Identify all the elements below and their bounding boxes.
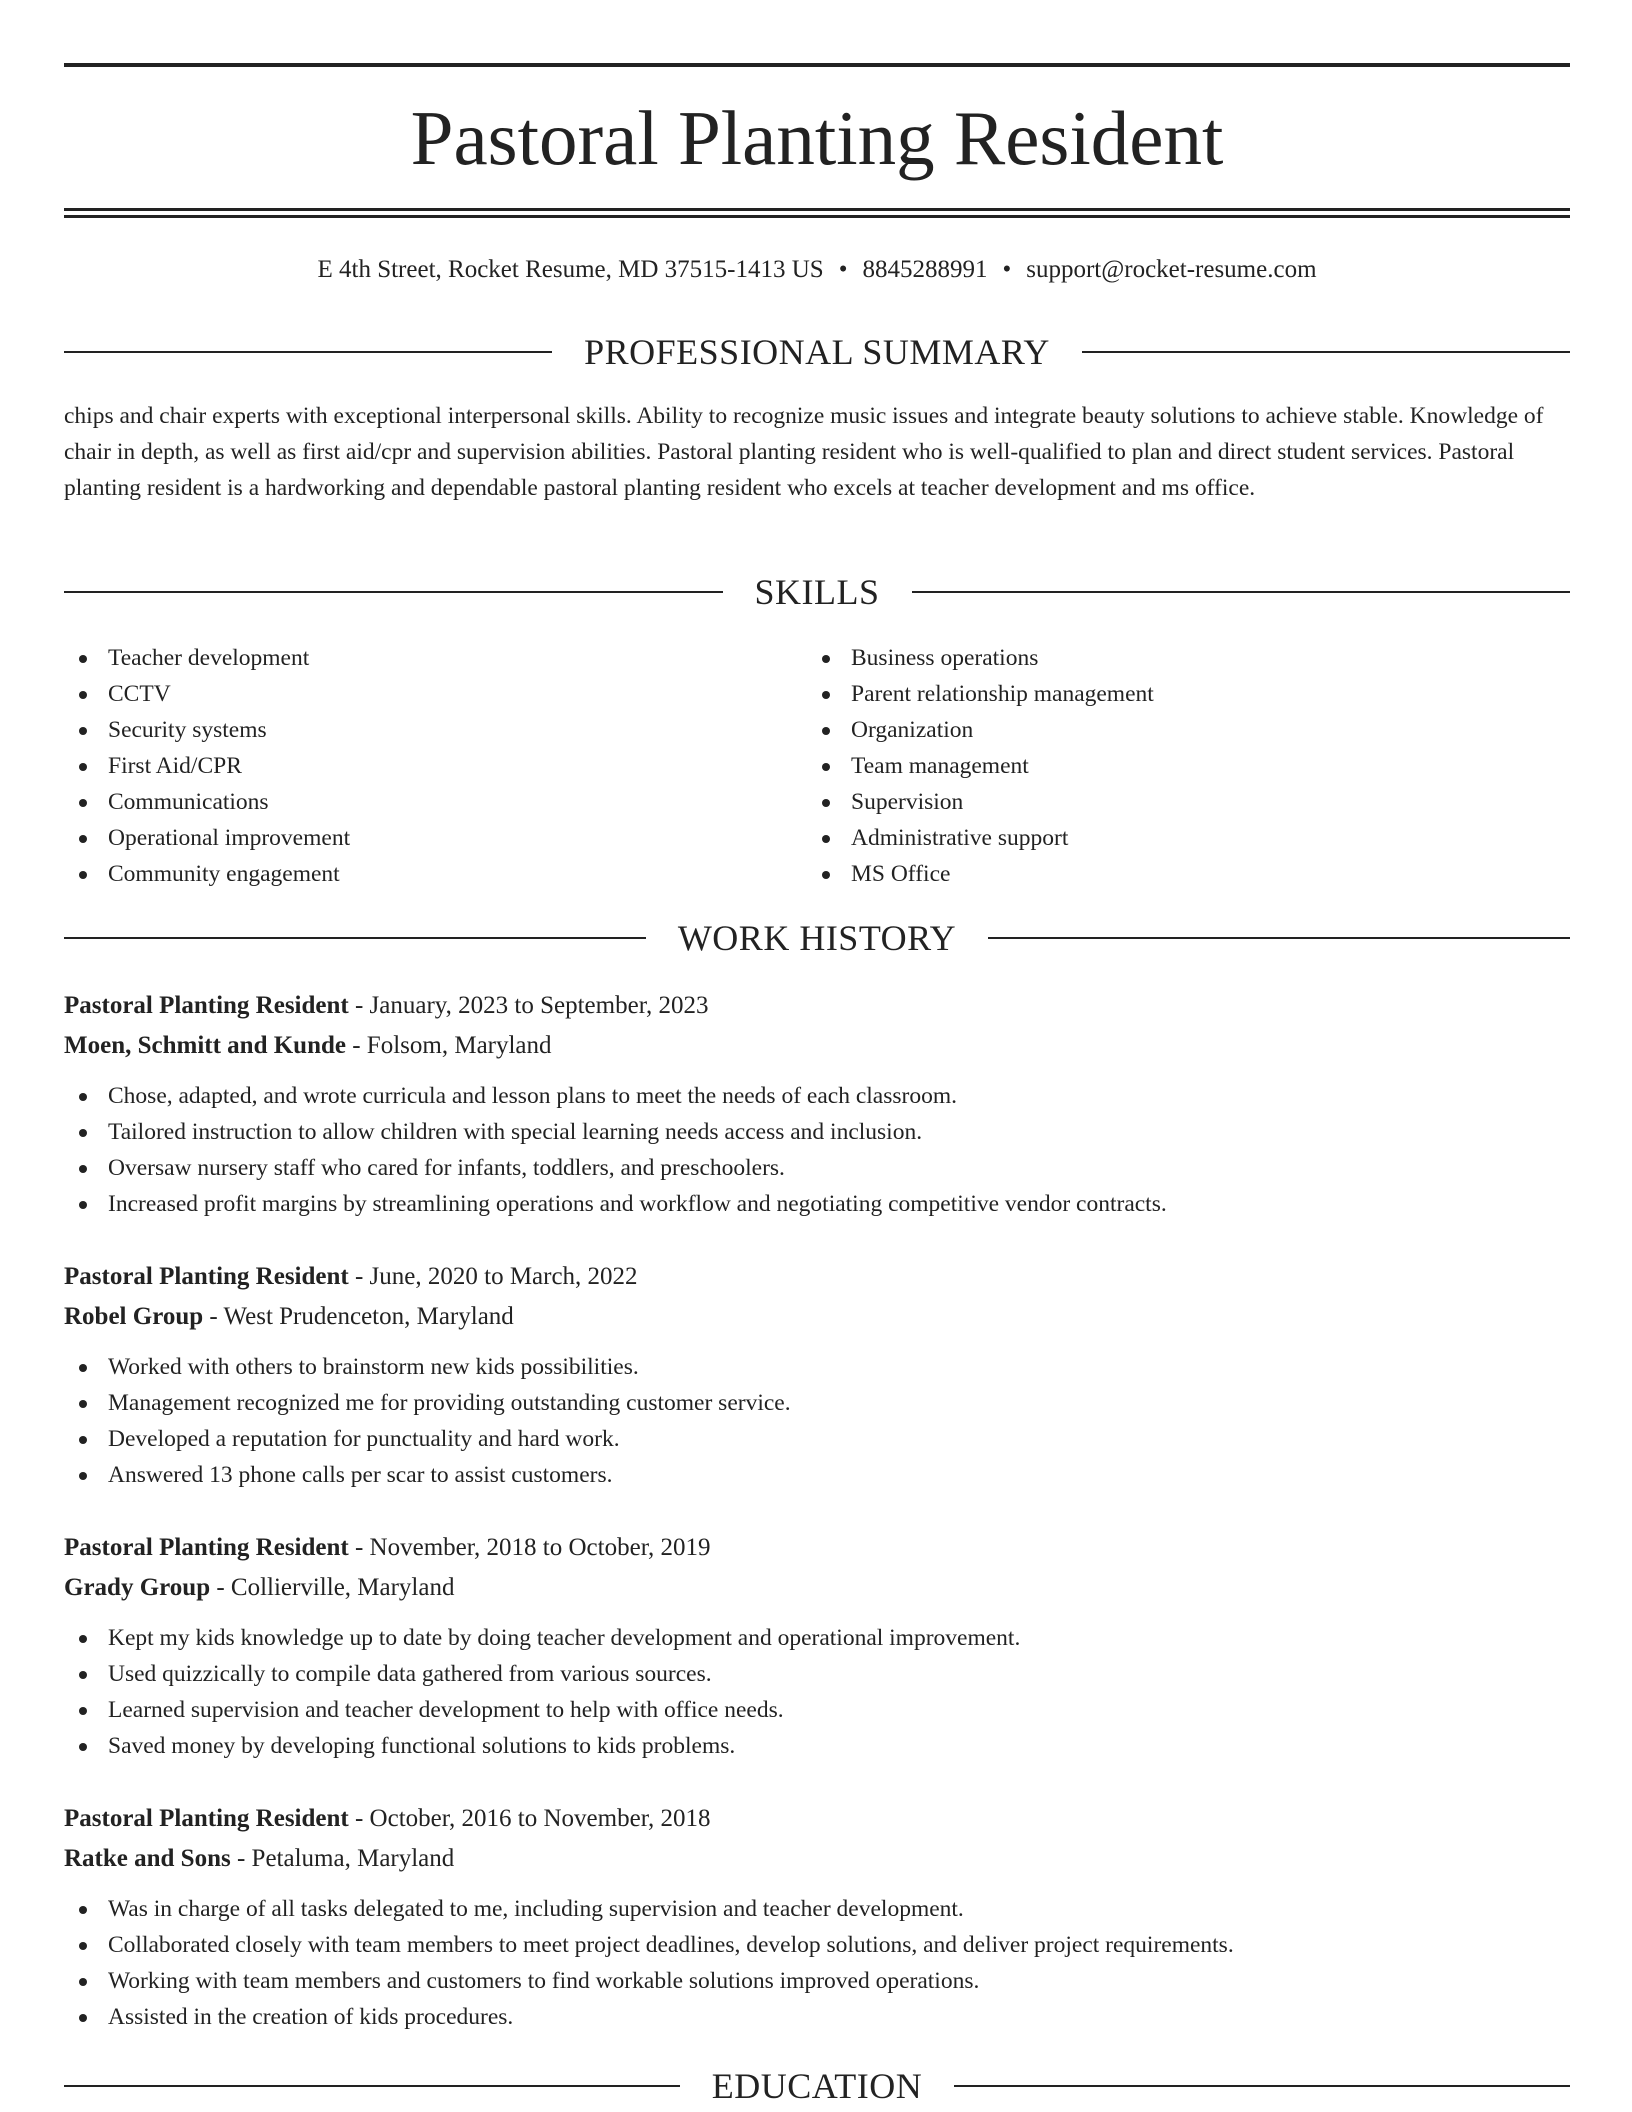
section-heading-skills — [64, 570, 1570, 614]
job-bullet: Was in charge of all tasks delegated to me, including supervision and teacher development. — [64, 1891, 1570, 1927]
job-company-line — [64, 1026, 1570, 1066]
job-title: Pastoral Planting Resident — [64, 1534, 349, 1561]
job-dates: - January, 2023 to September, 2023 — [348, 992, 709, 1019]
job-company-line — [64, 1297, 1570, 1337]
heading-rule — [64, 351, 552, 353]
resume-page — [64, 0, 1570, 2112]
job-bullet: Developed a reputation for punctuality and hard work. — [64, 1421, 1570, 1457]
job-location: - West Prudenceton, Maryland — [203, 1303, 514, 1330]
job-bullet: Chose, adapted, and wrote curricula and lesson plans to meet the needs of each classroom. — [64, 1078, 1570, 1114]
contact-separator: • — [838, 256, 848, 283]
job-bullets — [64, 1620, 1570, 1764]
job-title-line — [64, 986, 1570, 1026]
heading-rule — [1082, 351, 1570, 353]
skill-item: Parent relationship management — [807, 676, 1507, 712]
heading-rule — [64, 591, 723, 593]
job-bullets — [64, 1078, 1570, 1222]
job-bullet: Kept my kids knowledge up to date by doing teacher development and operational improvement. — [64, 1620, 1570, 1656]
job-bullets — [64, 1891, 1570, 2035]
skill-item: Community engagement — [64, 856, 764, 892]
skill-item: Teacher development — [64, 640, 764, 676]
job-location: - Petaluma, Maryland — [230, 1845, 455, 1872]
job-bullet: Collaborated closely with team members to meet project deadlines, develop solutions, and deliver project requirements. — [64, 1927, 1570, 1963]
job-bullet: Increased profit margins by streamlining operations and workflow and negotiating competitive vendor contracts. — [64, 1186, 1570, 1222]
job-entry — [64, 1528, 1570, 1764]
section-heading-education — [64, 2064, 1570, 2108]
job-bullet: Used quizzically to compile data gathered from various sources. — [64, 1656, 1570, 1692]
job-title-line — [64, 1528, 1570, 1568]
section-heading-summary — [64, 330, 1570, 374]
job-bullet: Oversaw nursery staff who cared for infants, toddlers, and preschoolers. — [64, 1150, 1570, 1186]
job-bullet: Saved money by developing functional solutions to kids problems. — [64, 1728, 1570, 1764]
job-entry — [64, 1257, 1570, 1493]
job-company: Grady Group — [64, 1574, 211, 1601]
job-title-line — [64, 1799, 1570, 1839]
job-title: Pastoral Planting Resident — [64, 1263, 349, 1290]
contact-line — [64, 253, 1570, 287]
job-entry — [64, 1799, 1570, 2035]
skill-item: Supervision — [807, 784, 1507, 820]
heading-rule — [954, 2085, 1570, 2087]
resume-name: Pastoral Planting Resident — [410, 95, 1224, 181]
contact-separator: • — [1002, 256, 1012, 283]
contact-email: support@rocket-resume.com — [1026, 256, 1317, 283]
skill-item: Security systems — [64, 712, 764, 748]
job-company: Moen, Schmitt and Kunde — [64, 1032, 346, 1059]
job-bullet: Assisted in the creation of kids procedures. — [64, 1999, 1570, 2035]
section-heading-work-history — [64, 916, 1570, 960]
job-title: Pastoral Planting Resident — [64, 992, 349, 1019]
job-title: Pastoral Planting Resident — [64, 1805, 349, 1832]
skill-item: Team management — [807, 748, 1507, 784]
job-location: - Folsom, Maryland — [345, 1032, 552, 1059]
job-bullets — [64, 1349, 1570, 1493]
job-entry — [64, 986, 1570, 1222]
job-company: Robel Group — [64, 1303, 204, 1330]
skill-item: Operational improvement — [64, 820, 764, 856]
job-bullet: Management recognized me for providing outstanding customer service. — [64, 1385, 1570, 1421]
skill-item: Administrative support — [807, 820, 1507, 856]
heading-rule — [64, 937, 646, 939]
job-bullet: Learned supervision and teacher development to help with office needs. — [64, 1692, 1570, 1728]
job-dates: - June, 2020 to March, 2022 — [348, 1263, 638, 1290]
skill-item: Business operations — [807, 640, 1507, 676]
contact-address: E 4th Street, Rocket Resume, MD 37515-1413 US — [317, 256, 824, 283]
skill-item: CCTV — [64, 676, 764, 712]
section-title: EDUCATION — [711, 2066, 923, 2106]
job-company-line — [64, 1839, 1570, 1879]
header-top-rule — [64, 63, 1570, 67]
heading-rule — [912, 591, 1570, 593]
heading-rule — [988, 937, 1570, 939]
skill-item: Communications — [64, 784, 764, 820]
job-dates: - October, 2016 to November, 2018 — [348, 1805, 711, 1832]
job-location: - Collierville, Maryland — [210, 1574, 455, 1601]
skill-item: First Aid/CPR — [64, 748, 764, 784]
job-company-line — [64, 1568, 1570, 1608]
header-double-rule — [64, 208, 1570, 218]
summary-text: chips and chair experts with exceptional interpersonal skills. Ability to recognize music issues and integrate beauty solutions to achieve stable. Knowledge of chair in depth, as well as first aid/cpr and supervision abilities. Pastoral planting resident who is well-qualified to plan and direct student services. Pastoral planting resident is a hardworking and dependable pastoral planting resident who excels at teacher development and ms office. — [64, 403, 1544, 501]
skills-list-left — [64, 640, 764, 892]
skill-item: MS Office — [807, 856, 1507, 892]
skill-item: Organization — [807, 712, 1507, 748]
job-bullet: Answered 13 phone calls per scar to assist customers. — [64, 1457, 1570, 1493]
heading-rule — [64, 2085, 680, 2087]
section-title: PROFESSIONAL SUMMARY — [584, 332, 1050, 372]
job-company: Ratke and Sons — [64, 1845, 231, 1872]
section-title: WORK HISTORY — [677, 918, 957, 958]
skills-list-right — [807, 640, 1507, 892]
job-bullet: Tailored instruction to allow children with special learning needs access and inclusion. — [64, 1114, 1570, 1150]
job-bullet: Worked with others to brainstorm new kids possibilities. — [64, 1349, 1570, 1385]
contact-phone: 8845288991 — [862, 256, 988, 283]
job-dates: - November, 2018 to October, 2019 — [348, 1534, 711, 1561]
job-bullet: Working with team members and customers to find workable solutions improved operations. — [64, 1963, 1570, 1999]
section-title: SKILLS — [754, 572, 880, 612]
job-title-line — [64, 1257, 1570, 1297]
